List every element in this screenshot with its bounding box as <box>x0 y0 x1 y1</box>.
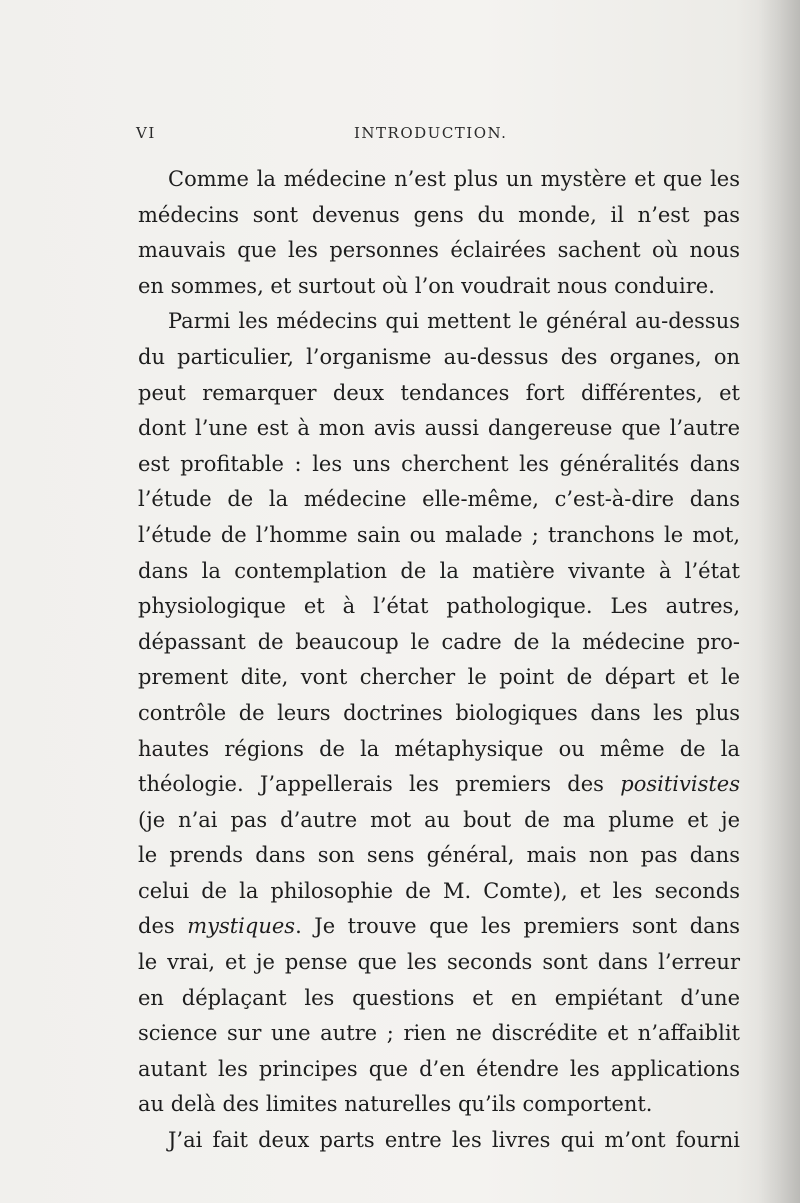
body-text <box>138 162 740 1159</box>
text-line: l’étude de l’homme sain ou malade ; tranchons le mot, <box>138 522 740 547</box>
italic-term: mystiques <box>187 914 296 939</box>
text-line: au delà des limites naturelles qu’ils comportent. <box>138 1092 653 1117</box>
text-line: le prends dans son sens général, mais non pas dans <box>138 843 740 868</box>
text-line: peut remarquer deux tendances fort différentes, et <box>138 380 740 405</box>
text-line: science sur une autre ; rien ne discrédite et n’affaiblit <box>138 1021 740 1046</box>
page-number: VI <box>136 124 156 142</box>
text-line: physiologique et à l’état pathologique. Les autres, <box>138 594 740 619</box>
text-line <box>138 909 740 945</box>
text-line: Parmi les médecins qui mettent le général au-dessus <box>168 309 740 334</box>
text-line: Comme la médecine n’est plus un mystère et que les <box>168 167 740 191</box>
text-segment: . Je trouve que les premiers sont dans <box>295 914 740 939</box>
text-line: est profitable : les uns cherchent les généralités dans <box>138 451 740 476</box>
text-segment: théologie. J’appellerais les premiers des <box>138 772 621 797</box>
page-header <box>136 124 736 146</box>
page-edge-shadow <box>758 0 800 1203</box>
text-line: dont l’une est à mon avis aussi dangereuse que l’autre <box>138 416 740 441</box>
text-line: autant les principes que d’en étendre les applications <box>138 1056 740 1081</box>
text-line: l’étude de la médecine elle-même, c’est-à-dire dans <box>138 487 740 512</box>
text-line: dans la contemplation de la matière vivante à l’état <box>138 558 740 583</box>
text-line: mauvais que les personnes éclairées sachent où nous <box>138 238 740 263</box>
text-line: médecins sont devenus gens du monde, il n’est pas <box>138 202 740 227</box>
text-segment: des <box>138 914 188 939</box>
text-line <box>138 767 740 803</box>
text-line: en sommes, et surtout où l’on voudrait nous conduire. <box>138 273 715 298</box>
text-line: hautes régions de la métaphysique ou même de la <box>138 736 740 761</box>
text-line: en déplaçant les questions et en empiétant d’une <box>138 985 740 1010</box>
text-line: contrôle de leurs doctrines biologiques dans les plus <box>138 700 740 725</box>
text-line: (je n’ai pas d’autre mot au bout de ma plume et je <box>138 807 740 832</box>
text-line: le vrai, et je pense que les seconds sont dans l’erreur <box>138 950 740 975</box>
text-line: dépassant de beaucoup le cadre de la médecine pro- <box>138 629 740 654</box>
text-line: prement dite, vont chercher le point de départ et le <box>138 665 740 690</box>
text-line: J’ai fait deux parts entre les livres qui m’ont fourni <box>168 1128 740 1153</box>
italic-term: positivistes <box>620 772 740 797</box>
text-line: celui de la philosophie de M. Comte), et les seconds <box>138 878 740 903</box>
running-title: INTRODUCTION. <box>354 124 508 142</box>
text-line: du particulier, l’organisme au-dessus des organes, on <box>138 344 740 369</box>
